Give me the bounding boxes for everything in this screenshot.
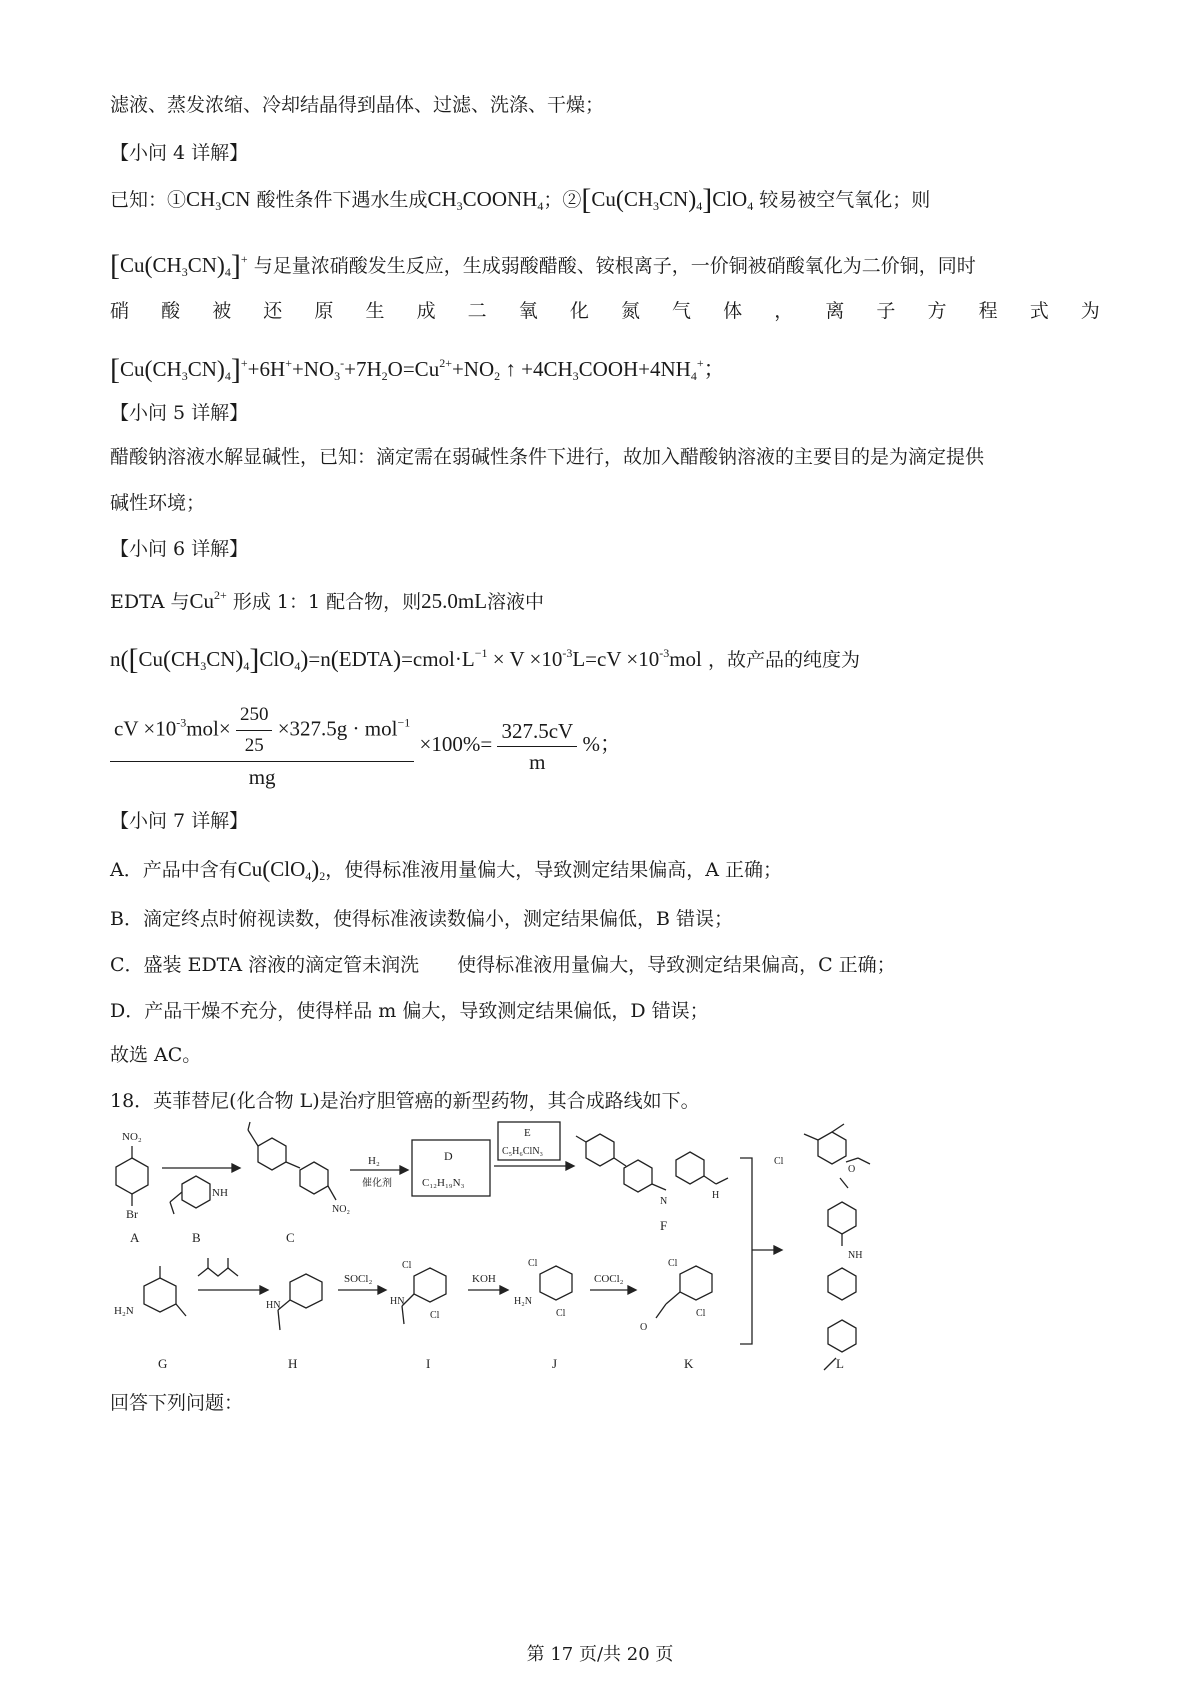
svg-text:COCl₂: COCl₂ [594, 1273, 624, 1285]
structure-j [540, 1266, 572, 1300]
label-h: H [288, 1356, 298, 1371]
label-a: A [130, 1230, 140, 1245]
section-heading: 【小问 7 详解】 [110, 810, 249, 832]
text-line: $[Cu(CH_3CN)_4]^+$ 与足量浓硝酸发生反应，生成弱酸醋酸、铵根离子，一价铜被硝酸氧化为二价铜，同时 [110, 249, 976, 282]
svg-text:Br: Br [126, 1207, 138, 1221]
svg-text:Cl: Cl [528, 1258, 538, 1269]
svg-text:D: D [444, 1149, 453, 1163]
svg-text:O: O [848, 1164, 856, 1175]
answer-line: 故选 AC。 [110, 1044, 202, 1066]
bracket [740, 1158, 752, 1344]
label-k: K [684, 1356, 694, 1371]
svg-text:H₂: H₂ [368, 1155, 380, 1167]
label-g: G [158, 1356, 168, 1371]
svg-text:KOH: KOH [472, 1273, 496, 1285]
svg-text:NH: NH [212, 1187, 228, 1199]
text-line: 滤液、蒸发浓缩、冷却结晶得到晶体、过滤、洗涤、干燥； [110, 94, 605, 116]
svg-text:Cl: Cl [556, 1308, 566, 1319]
structure-h [278, 1274, 322, 1330]
svg-text:C₁₂H₁₉N₃: C₁₂H₁₉N₃ [422, 1177, 465, 1189]
synthesis-scheme [100, 1118, 1100, 1388]
text-line-justified: 硝 酸 被 还 原 生 成 二 氧 化 氮 气 体 ， 离 子 方 程 式 为 [110, 300, 1100, 322]
structure-l [804, 1124, 870, 1370]
label-c: C [286, 1230, 295, 1245]
section-heading: 【小问 6 详解】 [110, 538, 249, 560]
text-line: $n([Cu(CH_3CN)_4]ClO_4)=n(EDTA)=cmol\cdot L^{-1} \times V \times 10^{-3}L=cV \times 10^{-3}mol$ ，故产品的纯度为 [110, 643, 860, 676]
label-f: F [660, 1218, 668, 1233]
question-18: 18．英菲替尼(化合物 L)是治疗胆管癌的新型药物，其合成路线如下。 [110, 1090, 700, 1112]
svg-text:NO₂: NO₂ [122, 1131, 142, 1143]
option-c: C．盛装 EDTA 溶液的滴定管未润洗 使得标准液用量偏大，导致测定结果偏高，C 正确； [110, 954, 896, 976]
svg-text:催化剂: 催化剂 [362, 1178, 392, 1189]
anhydride [198, 1258, 238, 1276]
option-d: D．产品干燥不充分，使得样品 m 偏大，导致测定结果偏低，D 错误； [110, 1000, 709, 1022]
structure-c [248, 1122, 336, 1200]
svg-text:H₂N: H₂N [514, 1296, 532, 1307]
section-heading: 【小问 5 详解】 [110, 402, 249, 424]
structure-a [116, 1146, 148, 1206]
svg-text:HN: HN [390, 1296, 405, 1307]
svg-text:NO₂: NO₂ [332, 1204, 350, 1215]
text-line: 醋酸钠溶液水解显碱性，已知：滴定需在弱碱性条件下进行，故加入醋酸钠溶液的主要目的是为滴定提供 [110, 446, 985, 468]
svg-text:H₂N: H₂N [114, 1305, 134, 1317]
ionic-equation: $[Cu(CH_3CN)_4]^++6H^++NO_3^-+7H_2O=Cu^{2+}+NO_2$ ↑ $+4CH_3COOH+4NH_4^+$； [110, 353, 725, 386]
svg-text:HN: HN [266, 1300, 281, 1311]
svg-text:E: E [524, 1127, 531, 1139]
svg-text:N: N [660, 1196, 668, 1207]
label-b: B [192, 1230, 201, 1245]
text-line: 碱性环境； [110, 492, 206, 514]
text-line: 已知：$①CH_3CN$ 酸性条件下遇水生成$CH_3COONH_4$；$②[Cu(CH_3CN)_4]ClO_4$ 较易被空气氧化；则 [110, 183, 931, 216]
text-line: EDTA 与$Cu^{2+}$ 形成 1：1 配合物，则25.0mL溶液中 [110, 588, 545, 613]
svg-text:C₅H₆ClN₃: C₅H₆ClN₃ [502, 1146, 544, 1157]
section-heading: 【小问 4 详解】 [110, 142, 249, 164]
option-a: A．产品中含有$Cu(ClO_4)_2$，使得标准液用量偏大，导致测定结果偏高，A 正确； [110, 857, 783, 883]
svg-text:Cl: Cl [774, 1156, 784, 1167]
svg-text:NH: NH [848, 1250, 863, 1261]
svg-text:SOCl₂: SOCl₂ [344, 1273, 373, 1285]
label-j: J [552, 1356, 558, 1371]
label-l: L [836, 1356, 844, 1371]
structure-f [576, 1134, 728, 1192]
page-footer: 第 17 页/共 20 页 [526, 1644, 674, 1665]
svg-text:Cl: Cl [402, 1260, 412, 1271]
structure-b [170, 1176, 210, 1214]
svg-text:O: O [640, 1322, 648, 1333]
structure-g [144, 1266, 186, 1316]
svg-text:Cl: Cl [430, 1310, 440, 1321]
svg-text:H: H [712, 1190, 720, 1201]
purity-formula: cV $\times 10^{-3}mol\times$ $\frac{250}{25}$ ×327.5g · mol$^{-1}$ mg ×100%= $\frac{327.5cV}{m}$ %； [110, 700, 621, 792]
option-b: B．滴定终点时俯视读数，使得标准液读数偏小，测定结果偏低，B 错误； [110, 908, 733, 930]
svg-text:Cl: Cl [668, 1258, 678, 1269]
svg-text:Cl: Cl [696, 1308, 706, 1319]
label-i: I [426, 1356, 431, 1371]
text-line: 回答下列问题： [110, 1392, 244, 1414]
